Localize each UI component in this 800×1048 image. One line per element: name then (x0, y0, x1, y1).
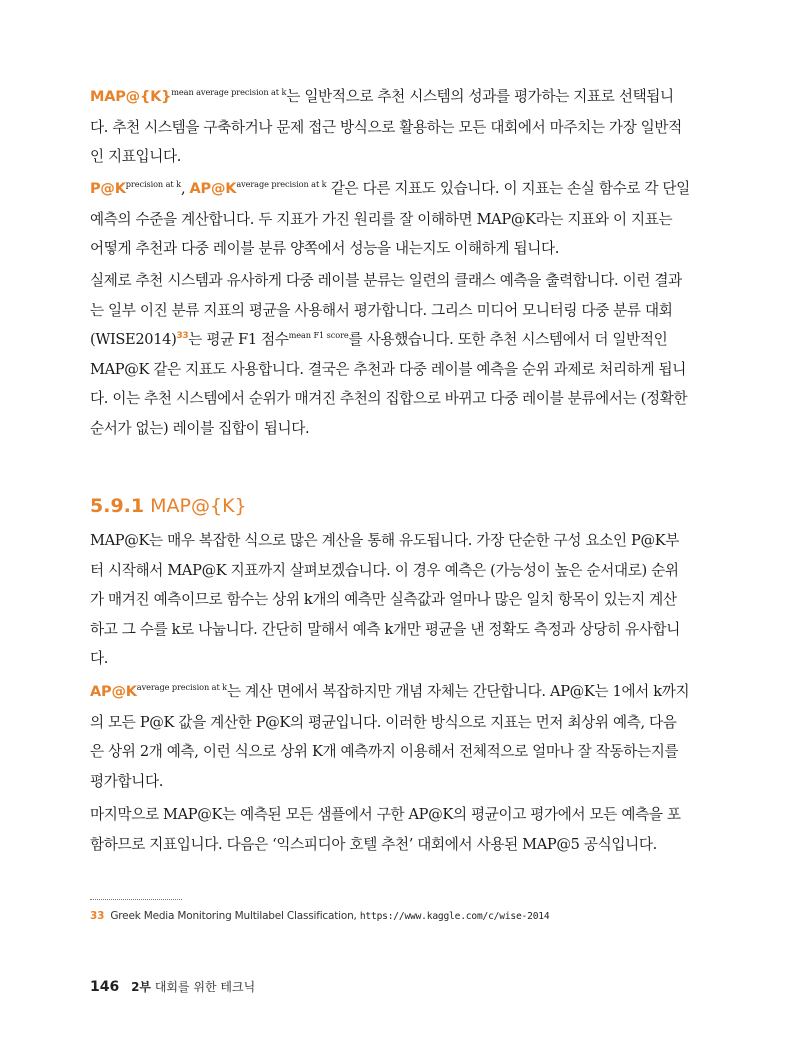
page-footer (90, 978, 255, 995)
footnote-divider (90, 899, 182, 900)
section-number: 5.9.1 (90, 495, 145, 517)
footer-part: 2부 (131, 980, 152, 994)
paragraph-pk-apk-text: 같은 다른 지표도 있습니다. 이 지표는 손실 함수로 각 단일 예측의 수준을 계산합니다. 두 지표가 가진 원리를 잘 이해하면 MAP@K라는 지표와 이 지표는 어떻게 추천과 다중 레이블 분류 양쪽에서 성능을 내는지도 이해하게 됩니다. (90, 180, 690, 257)
paragraph-apk (90, 677, 690, 796)
footnote-text: Greek Media Monitoring Multilabel Classification, (110, 910, 357, 922)
paragraph-map-derivation-text: MAP@K는 매우 복잡한 식으로 많은 계산을 통해 유도됩니다. 가장 단순한 구성 요소인 P@K부터 시작해서 MAP@K 지표까지 살펴보겠습니다. 이 경우 예측은 (가능성이 높은 순서대로) 순위가 매겨진 예측이므로 함수는 상위 k개의 예측만 실측값과 얼마나 많은 일치 항목이 있는지 계산하고 그 수를 k로 나눕니다. 간단히 말해서 예측 k개만 평균을 낸 정확도 측정과 상당히 유사합니다. (90, 532, 680, 667)
footnote-link[interactable]: https://www.kaggle.com/c/wise-2014 (359, 911, 550, 922)
footnote-number: 33 (90, 910, 105, 922)
paragraph-map-derivation (90, 526, 690, 674)
footer-title: 대회를 위한 테크닉 (154, 980, 256, 994)
paragraph-multilabel (90, 266, 690, 443)
section-title: MAP@{K} (150, 495, 247, 517)
gloss-ap-at-k-2: average precision at k (136, 682, 227, 692)
paragraph-map-final (90, 800, 690, 859)
paragraph-multilabel-text-3: 를 사용했습니다. 또한 추천 시스템에서 더 일반적인 MAP@K 같은 지표도 사용합니다. 결국은 추천과 다중 레이블 예측을 순위 과제로 처리하게 됩니다. 이는 추천 시스템에서 순위가 매겨진 추천의 집합으로 바뀌고 다중 레이블 분류에서는 (정확한 순서가 없는) 레이블 집합이 됩니다. (90, 331, 688, 437)
footnote-reference[interactable]: 33 (176, 331, 189, 341)
footnote (90, 910, 549, 922)
gloss-p-at-k: precision at k (125, 179, 181, 189)
paragraph-map-final-text: 마지막으로 MAP@K는 예측된 모든 샘플에서 구한 AP@K의 평균이고 평가에서 모든 예측을 포함하므로 지표입니다. 다음은 ‘익스피디아 호텔 추천’ 대회에서 사용된 MAP@5 공식입니다. (90, 806, 681, 853)
page-number: 146 (90, 979, 120, 995)
paragraph-multilabel-text-1: 실제로 추천 시스템과 유사하게 다중 레이블 분류는 일련의 클래스 예측을 출력합니다. 이런 결과는 일부 이진 분류 지표의 평균을 사용해서 평가합니다. 그리스 미디어 모니터링 다중 분류 대회(WISE2014) (90, 272, 682, 348)
term-p-at-k: P@K (90, 181, 126, 197)
term-ap-at-k-2: AP@K (90, 684, 137, 700)
paragraph-multilabel-text-2: 는 평균 F1 점수 (188, 331, 289, 348)
term-separator: , (180, 180, 190, 197)
paragraph-map-intro (90, 82, 690, 172)
paragraph-map-intro-text: 는 일반적으로 추천 시스템의 성과를 평가하는 지표로 선택됩니다. 추천 시스템을 구축하거나 문제 접근 방식으로 활용하는 모든 대회에서 마주치는 가장 일반적인 지표입니다. (90, 88, 682, 165)
gloss-mean-f1: mean F1 score (288, 330, 349, 340)
paragraph-apk-text: 는 계산 면에서 복잡하지만 개념 자체는 간단합니다. AP@K는 1에서 k까지의 모든 P@K 값을 계산한 P@K의 평균입니다. 이러한 방식으로 지표는 먼저 최상위 예측, 다음은 상위 2개 예측, 이런 식으로 상위 K개 예측까지 이용해서 전체적으로 얼마나 잘 작동하는지를 평가합니다. (90, 683, 690, 790)
term-map-at-k: MAP@{K} (90, 89, 172, 105)
gloss-ap-at-k: average precision at k (236, 179, 327, 189)
paragraph-pk-apk (90, 174, 690, 264)
gloss-map-at-k: mean average precision at k (171, 87, 287, 97)
term-ap-at-k: AP@K (189, 181, 237, 197)
section-heading (90, 495, 247, 517)
